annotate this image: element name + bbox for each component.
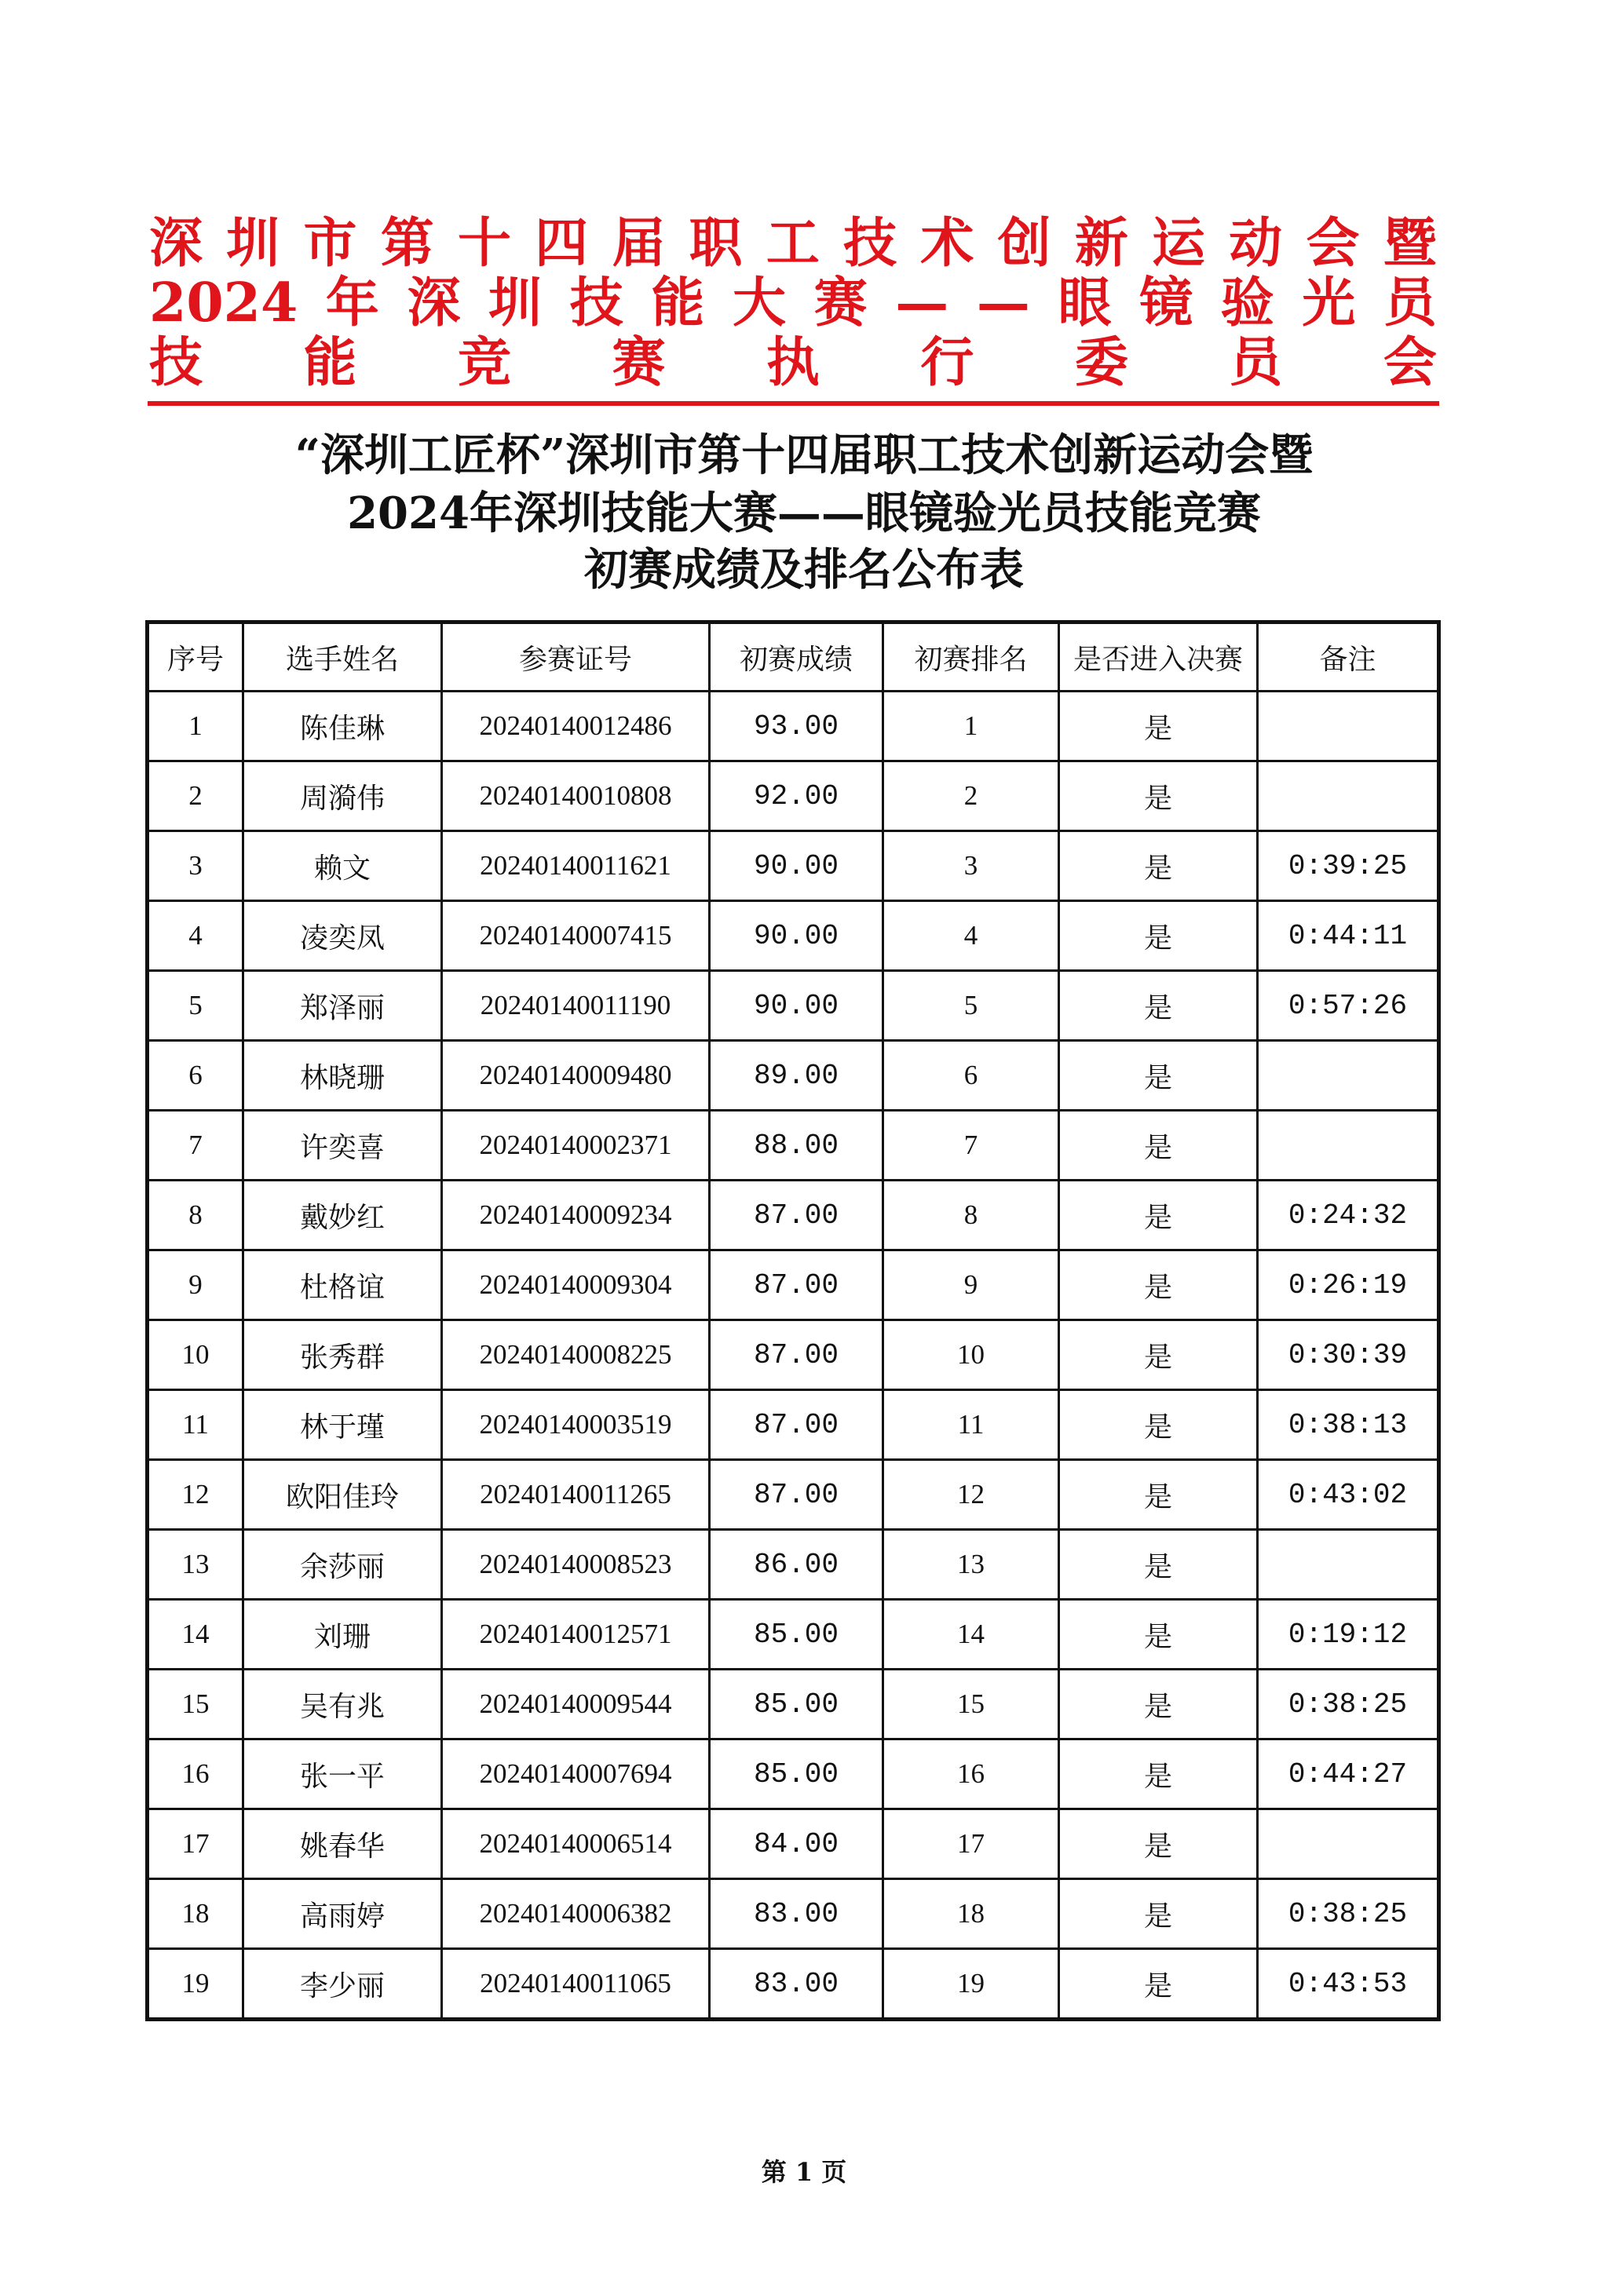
cell-rank: 18 <box>883 1879 1059 1949</box>
cell-rank: 14 <box>883 1600 1059 1670</box>
cell-seq: 1 <box>148 692 243 761</box>
cell-final: 是 <box>1059 1390 1258 1460</box>
cell-final: 是 <box>1059 1460 1258 1530</box>
document-title-line-2: 2024年深圳技能大赛——眼镜验光员技能竞赛 <box>347 487 1261 539</box>
letterhead-line-2 <box>149 273 1437 333</box>
cell-seq: 19 <box>148 1949 243 2020</box>
cell-rank: 9 <box>883 1250 1059 1320</box>
cell-remark: 0:43:02 <box>1258 1460 1439 1530</box>
letterhead-char: 创 <box>997 212 1051 275</box>
header-final: 是否进入决赛 <box>1059 622 1258 692</box>
cell-score: 90.00 <box>710 971 883 1041</box>
cell-rank: 8 <box>883 1181 1059 1250</box>
cell-name: 戴妙红 <box>243 1181 442 1250</box>
cell-remark <box>1258 1041 1439 1111</box>
document-title-line-3: 初赛成绩及排名公布表 <box>584 544 1024 596</box>
cell-cert-no: 20240140011621 <box>442 831 710 901</box>
cell-rank: 13 <box>883 1530 1059 1600</box>
cell-name: 林晓珊 <box>243 1041 442 1111</box>
table-row <box>148 1879 1439 1949</box>
letterhead-char: 行 <box>920 331 974 394</box>
table-row <box>148 1600 1439 1670</box>
cell-seq: 8 <box>148 1181 243 1250</box>
cell-score: 90.00 <box>710 901 883 971</box>
cell-remark <box>1258 761 1439 831</box>
cell-remark: 0:30:39 <box>1258 1320 1439 1390</box>
cell-score: 87.00 <box>710 1460 883 1530</box>
letterhead-char: 赛 <box>813 272 868 334</box>
cell-score: 85.00 <box>710 1670 883 1739</box>
cell-remark: 0:39:25 <box>1258 831 1439 901</box>
cell-seq: 2 <box>148 761 243 831</box>
letterhead-char: 工 <box>766 212 820 275</box>
cell-seq: 7 <box>148 1111 243 1181</box>
cell-name: 欧阳佳玲 <box>243 1460 442 1530</box>
cell-cert-no: 20240140008523 <box>442 1530 710 1600</box>
table-row <box>148 1041 1439 1111</box>
letterhead-char: 员 <box>1383 272 1437 334</box>
letterhead-char: 圳 <box>488 272 543 334</box>
cell-seq: 12 <box>148 1460 243 1530</box>
letterhead-char: 验 <box>1220 272 1274 334</box>
letterhead-char: 年 <box>325 272 379 334</box>
letterhead-char: 十 <box>457 212 511 275</box>
cell-rank: 16 <box>883 1739 1059 1809</box>
letterhead-char: 光 <box>1302 272 1356 334</box>
cell-name: 张一平 <box>243 1739 442 1809</box>
cell-seq: 18 <box>148 1879 243 1949</box>
cell-name: 姚春华 <box>243 1809 442 1879</box>
letterhead-char: 赛 <box>612 331 666 394</box>
letterhead-char: 能 <box>303 331 357 394</box>
cell-final: 是 <box>1059 1879 1258 1949</box>
cell-score: 89.00 <box>710 1041 883 1111</box>
table-header-row <box>148 622 1439 692</box>
letterhead-char: 深 <box>407 272 461 334</box>
header-name: 选手姓名 <box>243 622 442 692</box>
letterhead-char: 会 <box>1383 331 1437 394</box>
cell-cert-no: 20240140012486 <box>442 692 710 761</box>
letterhead-divider <box>148 401 1439 406</box>
cell-seq: 11 <box>148 1390 243 1460</box>
cell-seq: 4 <box>148 901 243 971</box>
cell-final: 是 <box>1059 692 1258 761</box>
cell-name: 凌奕凤 <box>243 901 442 971</box>
cell-final: 是 <box>1059 1250 1258 1320</box>
cell-score: 87.00 <box>710 1250 883 1320</box>
cell-cert-no: 20240140009480 <box>442 1041 710 1111</box>
letterhead-char: 镜 <box>1139 272 1193 334</box>
cell-final: 是 <box>1059 971 1258 1041</box>
letterhead-char: 能 <box>651 272 705 334</box>
letterhead-char: 技 <box>149 331 203 394</box>
cell-seq: 16 <box>148 1739 243 1809</box>
cell-seq: 6 <box>148 1041 243 1111</box>
cell-score: 93.00 <box>710 692 883 761</box>
table-row <box>148 1739 1439 1809</box>
cell-seq: 17 <box>148 1809 243 1879</box>
header-rank: 初赛排名 <box>883 622 1059 692</box>
letterhead-char: — <box>895 272 949 334</box>
cell-cert-no: 20240140010808 <box>442 761 710 831</box>
cell-final: 是 <box>1059 1530 1258 1600</box>
document-title-line-1: “深圳工匠杯”深圳市第十四届职工技术创新运动会暨 <box>294 429 1314 481</box>
cell-name: 杜格谊 <box>243 1250 442 1320</box>
cell-name: 郑泽丽 <box>243 971 442 1041</box>
cell-remark: 0:38:25 <box>1258 1670 1439 1739</box>
cell-rank: 17 <box>883 1809 1059 1879</box>
cell-final: 是 <box>1059 1739 1258 1809</box>
cell-name: 陈佳琳 <box>243 692 442 761</box>
cell-score: 87.00 <box>710 1181 883 1250</box>
cell-score: 92.00 <box>710 761 883 831</box>
letterhead-char: 术 <box>920 212 974 275</box>
letterhead-char: 技 <box>843 212 897 275</box>
letterhead-char: — <box>976 272 1030 334</box>
results-table <box>145 620 1441 2021</box>
table-row <box>148 1320 1439 1390</box>
header-score: 初赛成绩 <box>710 622 883 692</box>
cell-score: 90.00 <box>710 831 883 901</box>
cell-score: 86.00 <box>710 1530 883 1600</box>
cell-seq: 5 <box>148 971 243 1041</box>
letterhead-char: 大 <box>733 272 787 334</box>
cell-final: 是 <box>1059 1949 1258 2020</box>
cell-name: 吴有兆 <box>243 1670 442 1739</box>
cell-final: 是 <box>1059 1111 1258 1181</box>
cell-seq: 14 <box>148 1600 243 1670</box>
letterhead-char: 员 <box>1229 331 1283 394</box>
cell-final: 是 <box>1059 1320 1258 1390</box>
letterhead-char: 职 <box>689 212 743 275</box>
table-row <box>148 1460 1439 1530</box>
cell-rank: 19 <box>883 1949 1059 2020</box>
letterhead-char: 深 <box>149 212 203 275</box>
cell-score: 87.00 <box>710 1320 883 1390</box>
cell-final: 是 <box>1059 1181 1258 1250</box>
cell-score: 83.00 <box>710 1879 883 1949</box>
table-row <box>148 692 1439 761</box>
cell-name: 赖文 <box>243 831 442 901</box>
letterhead-char: 竞 <box>457 331 511 394</box>
cell-cert-no: 20240140007415 <box>442 901 710 971</box>
cell-rank: 4 <box>883 901 1059 971</box>
cell-cert-no: 20240140012571 <box>442 1600 710 1670</box>
cell-name: 余莎丽 <box>243 1530 442 1600</box>
cell-name: 李少丽 <box>243 1949 442 2020</box>
cell-final: 是 <box>1059 831 1258 901</box>
cell-rank: 3 <box>883 831 1059 901</box>
cell-remark: 0:19:12 <box>1258 1600 1439 1670</box>
cell-remark <box>1258 1111 1439 1181</box>
cell-seq: 15 <box>148 1670 243 1739</box>
cell-final: 是 <box>1059 761 1258 831</box>
cell-name: 高雨婷 <box>243 1879 442 1949</box>
cell-cert-no: 20240140007694 <box>442 1739 710 1809</box>
table-row <box>148 971 1439 1041</box>
cell-remark <box>1258 1530 1439 1600</box>
cell-name: 刘珊 <box>243 1600 442 1670</box>
cell-remark: 0:38:25 <box>1258 1879 1439 1949</box>
cell-seq: 10 <box>148 1320 243 1390</box>
cell-rank: 11 <box>883 1390 1059 1460</box>
table-row <box>148 761 1439 831</box>
cell-score: 88.00 <box>710 1111 883 1181</box>
cell-final: 是 <box>1059 1041 1258 1111</box>
cell-final: 是 <box>1059 1600 1258 1670</box>
letterhead-char: 新 <box>1074 212 1128 275</box>
cell-seq: 13 <box>148 1530 243 1600</box>
cell-cert-no: 20240140002371 <box>442 1111 710 1181</box>
cell-seq: 9 <box>148 1250 243 1320</box>
table-row <box>148 901 1439 971</box>
table-row <box>148 1530 1439 1600</box>
cell-rank: 2 <box>883 761 1059 831</box>
cell-cert-no: 20240140003519 <box>442 1390 710 1460</box>
letterhead-char: 2024 <box>149 272 298 334</box>
cell-cert-no: 20240140011065 <box>442 1949 710 2020</box>
letterhead-char: 会 <box>1306 212 1360 275</box>
letterhead-char: 市 <box>303 212 357 275</box>
cell-cert-no: 20240140006382 <box>442 1879 710 1949</box>
cell-score: 85.00 <box>710 1739 883 1809</box>
cell-name: 许奕喜 <box>243 1111 442 1181</box>
cell-remark: 0:26:19 <box>1258 1250 1439 1320</box>
cell-rank: 12 <box>883 1460 1059 1530</box>
cell-final: 是 <box>1059 1670 1258 1739</box>
cell-final: 是 <box>1059 1809 1258 1879</box>
cell-score: 85.00 <box>710 1600 883 1670</box>
cell-name: 周漪伟 <box>243 761 442 831</box>
table-row <box>148 1670 1439 1739</box>
letterhead-char: 四 <box>535 212 589 275</box>
header-remark: 备注 <box>1258 622 1439 692</box>
table-row <box>148 1181 1439 1250</box>
letterhead-char: 第 <box>380 212 434 275</box>
cell-rank: 15 <box>883 1670 1059 1739</box>
cell-cert-no: 20240140008225 <box>442 1320 710 1390</box>
letterhead-line-3 <box>149 333 1437 392</box>
table-row <box>148 1250 1439 1320</box>
table-row <box>148 1390 1439 1460</box>
cell-cert-no: 20240140011265 <box>442 1460 710 1530</box>
cell-score: 84.00 <box>710 1809 883 1879</box>
cell-remark: 0:44:27 <box>1258 1739 1439 1809</box>
cell-name: 林于瑾 <box>243 1390 442 1460</box>
cell-rank: 1 <box>883 692 1059 761</box>
cell-remark: 0:57:26 <box>1258 971 1439 1041</box>
cell-remark: 0:43:53 <box>1258 1949 1439 2020</box>
header-seq: 序号 <box>148 622 243 692</box>
cell-cert-no: 20240140006514 <box>442 1809 710 1879</box>
cell-remark: 0:38:13 <box>1258 1390 1439 1460</box>
cell-rank: 6 <box>883 1041 1059 1111</box>
letterhead-char: 届 <box>612 212 666 275</box>
cell-remark: 0:44:11 <box>1258 901 1439 971</box>
cell-rank: 10 <box>883 1320 1059 1390</box>
letterhead-char: 运 <box>1152 212 1206 275</box>
letterhead-char: 动 <box>1229 212 1283 275</box>
cell-score: 87.00 <box>710 1390 883 1460</box>
letterhead-char: 委 <box>1074 331 1128 394</box>
cell-cert-no: 20240140009234 <box>442 1181 710 1250</box>
table-row <box>148 1809 1439 1879</box>
letterhead-char: 圳 <box>226 212 280 275</box>
cell-final: 是 <box>1059 901 1258 971</box>
letterhead-char: 技 <box>569 272 623 334</box>
cell-seq: 3 <box>148 831 243 901</box>
cell-remark: 0:24:32 <box>1258 1181 1439 1250</box>
table-row <box>148 831 1439 901</box>
cell-rank: 5 <box>883 971 1059 1041</box>
cell-cert-no: 20240140011190 <box>442 971 710 1041</box>
cell-name: 张秀群 <box>243 1320 442 1390</box>
cell-rank: 7 <box>883 1111 1059 1181</box>
letterhead-char: 眼 <box>1058 272 1112 334</box>
cell-cert-no: 20240140009544 <box>442 1670 710 1739</box>
page-number: 第 1 页 <box>761 2157 847 2187</box>
letterhead-char: 暨 <box>1383 212 1437 275</box>
cell-remark <box>1258 1809 1439 1879</box>
cell-cert-no: 20240140009304 <box>442 1250 710 1320</box>
table-row <box>148 1949 1439 2020</box>
cell-score: 83.00 <box>710 1949 883 2020</box>
letterhead-char: 执 <box>766 331 820 394</box>
header-cert-no: 参赛证号 <box>442 622 710 692</box>
letterhead-line-1 <box>149 214 1437 273</box>
cell-remark <box>1258 692 1439 761</box>
table-row <box>148 1111 1439 1181</box>
